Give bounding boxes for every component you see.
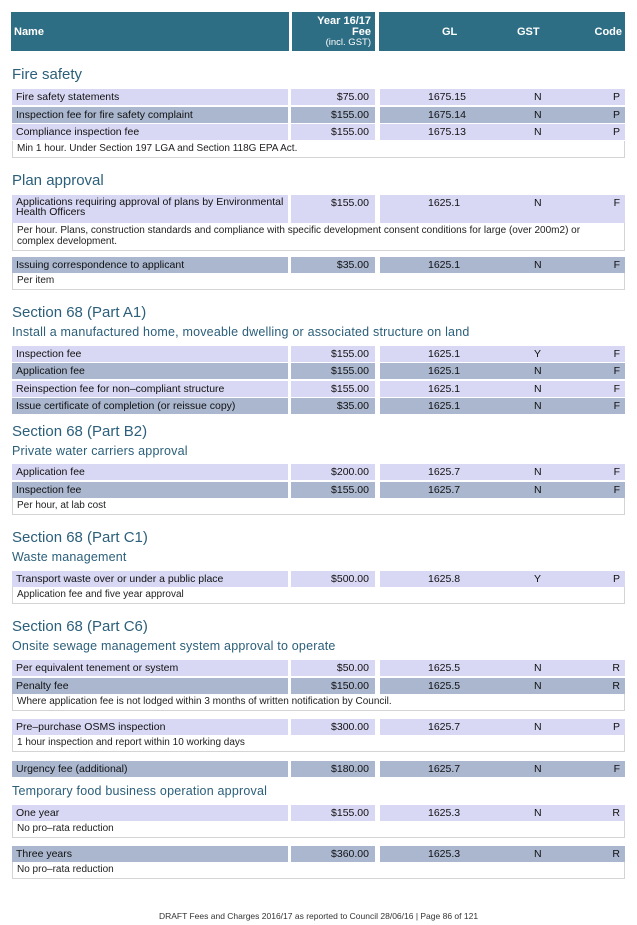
table-row <box>12 719 625 735</box>
header-fee: Fee <box>352 26 371 38</box>
row-gst: Y <box>534 573 542 585</box>
row-name: Fire safety statements <box>16 91 120 103</box>
table-row <box>12 195 625 223</box>
table-row <box>12 846 625 862</box>
row-note: 1 hour inspection and report within 10 working days <box>12 735 625 752</box>
header-gl: GL <box>442 26 458 38</box>
row-name: Inspection fee for fire safety complaint <box>16 109 193 121</box>
row-name: One year <box>16 807 60 819</box>
row-fee: $360.00 <box>331 848 369 860</box>
row-note: Per item <box>12 273 625 290</box>
row-gl: 1625.7 <box>428 721 461 733</box>
row-gl: 1625.1 <box>428 400 461 412</box>
table-row <box>12 363 625 379</box>
row-gst: N <box>534 848 542 860</box>
table-row <box>12 346 625 362</box>
row-gst: N <box>534 109 542 121</box>
section-title: Plan approval <box>12 172 104 189</box>
table-header <box>11 12 625 51</box>
row-code: F <box>613 365 620 377</box>
row-gl: 1675.13 <box>428 126 466 138</box>
row-note: No pro–rata reduction <box>12 862 625 879</box>
row-name: Application fee <box>16 466 85 478</box>
table-row <box>12 124 625 140</box>
row-name: Transport waste over or under a public place <box>16 573 224 585</box>
row-gl: 1625.7 <box>428 466 461 478</box>
section-subtitle: Private water carriers approval <box>12 444 188 458</box>
row-gl: 1625.3 <box>428 848 461 860</box>
row-gst: N <box>534 259 542 271</box>
row-code: P <box>612 721 620 733</box>
section-title: Section 68 (Part C6) <box>12 618 148 635</box>
row-gst: N <box>534 197 542 209</box>
row-code: P <box>612 126 620 138</box>
row-code: R <box>612 807 620 819</box>
row-gl: 1625.1 <box>428 365 461 377</box>
row-gl: 1625.8 <box>428 573 461 585</box>
row-name: Penalty fee <box>16 680 69 692</box>
table-row <box>12 660 625 676</box>
row-fee: $155.00 <box>331 807 369 819</box>
row-code: F <box>613 259 620 271</box>
row-name: Per equivalent tenement or system <box>16 662 179 674</box>
row-code: P <box>612 109 620 121</box>
row-gl: 1625.3 <box>428 807 461 819</box>
row-gl: 1675.14 <box>428 109 466 121</box>
row-fee: $155.00 <box>331 126 369 138</box>
table-row <box>12 678 625 694</box>
row-gst: N <box>534 466 542 478</box>
row-code: R <box>612 848 620 860</box>
row-gl: 1625.5 <box>428 680 461 692</box>
table-row <box>12 482 625 498</box>
row-code: P <box>612 573 620 585</box>
section-subtitle: Waste management <box>12 550 127 564</box>
table-row <box>12 398 625 414</box>
header-name-cell <box>11 12 289 51</box>
row-note: Where application fee is not lodged within 3 months of written notification by Council. <box>12 694 625 711</box>
row-gst: N <box>534 484 542 496</box>
row-name: Application fee <box>16 365 85 377</box>
row-name: Urgency fee (additional) <box>16 763 128 775</box>
table-row <box>12 464 625 480</box>
section-subtitle: Install a manufactured home, moveable dwelling or associated structure on land <box>12 325 470 339</box>
row-gl: 1625.1 <box>428 383 461 395</box>
header-fee-cell <box>292 12 375 51</box>
row-name: Inspection fee <box>16 348 82 360</box>
row-code: F <box>613 383 620 395</box>
row-gl: 1625.1 <box>428 197 461 209</box>
row-fee: $155.00 <box>331 197 369 209</box>
header-gst: GST <box>517 26 540 38</box>
row-code: F <box>613 400 620 412</box>
row-name: Applications requiring approval of plans by Environmental Health Officers <box>16 196 284 218</box>
row-name: Issuing correspondence to applicant <box>16 259 185 271</box>
section-title: Section 68 (Part C1) <box>12 529 148 546</box>
table-row <box>12 107 625 123</box>
header-fee-year: Year 16/17 <box>317 15 371 27</box>
header-code: Code <box>594 26 622 38</box>
table-row <box>12 761 625 777</box>
row-note: Min 1 hour. Under Section 197 LGA and Section 118G EPA Act. <box>12 141 625 158</box>
row-fee: $155.00 <box>331 484 369 496</box>
table-row <box>12 571 625 587</box>
row-fee: $75.00 <box>336 91 369 103</box>
row-fee: $155.00 <box>331 109 369 121</box>
row-name: Compliance inspection fee <box>16 126 140 138</box>
row-code: F <box>613 763 620 775</box>
section-title: Section 68 (Part B2) <box>12 423 148 440</box>
row-name: Three years <box>16 848 73 860</box>
row-gst: N <box>534 662 542 674</box>
row-fee: $155.00 <box>331 365 369 377</box>
row-gst: N <box>534 400 542 412</box>
row-note: Application fee and five year approval <box>12 587 625 604</box>
row-gl: 1675.15 <box>428 91 466 103</box>
row-gl: 1625.1 <box>428 348 461 360</box>
table-row <box>12 257 625 273</box>
row-gst: N <box>534 807 542 819</box>
row-gst: N <box>534 91 542 103</box>
section-title: Fire safety <box>12 66 83 83</box>
row-note: No pro–rata reduction <box>12 821 625 838</box>
row-fee: $150.00 <box>331 680 369 692</box>
page-footer: DRAFT Fees and Charges 2016/17 as reported to Council 28/06/16 | Page 86 of 121 <box>158 911 479 921</box>
header-gl-gst-code-cell <box>379 12 625 51</box>
row-fee: $200.00 <box>331 466 369 478</box>
row-code: F <box>613 197 620 209</box>
row-gl: 1625.7 <box>428 484 461 496</box>
row-name: Inspection fee <box>16 484 82 496</box>
row-gst: N <box>534 721 542 733</box>
row-gst: Y <box>534 348 542 360</box>
section-subtitle: Onsite sewage management system approval to operate <box>12 639 336 653</box>
table-row <box>12 89 625 105</box>
row-name: Issue certificate of completion (or reissue copy) <box>16 400 236 412</box>
row-code: F <box>613 484 620 496</box>
header-fee-gst-note: (incl. GST) <box>325 37 371 48</box>
row-fee: $300.00 <box>331 721 369 733</box>
section-subtitle: Temporary food business operation approval <box>12 784 268 798</box>
row-gst: N <box>534 365 542 377</box>
row-note: Per hour. Plans, construction standards and compliance with specific development consent conditions for large (over 200m2) or complex development. <box>12 223 625 251</box>
row-name: Reinspection fee for non–compliant structure <box>16 383 225 395</box>
row-fee: $50.00 <box>336 662 369 674</box>
row-fee: $155.00 <box>331 383 369 395</box>
row-code: R <box>612 662 620 674</box>
row-code: F <box>613 348 620 360</box>
table-row <box>12 805 625 821</box>
header-name: Name <box>14 26 44 38</box>
row-gl: 1625.7 <box>428 763 461 775</box>
row-gst: N <box>534 763 542 775</box>
row-fee: $35.00 <box>336 400 369 412</box>
row-fee: $35.00 <box>336 259 369 271</box>
section-title: Section 68 (Part A1) <box>12 304 147 321</box>
row-fee: $180.00 <box>331 763 369 775</box>
row-gst: N <box>534 680 542 692</box>
row-gl: 1625.5 <box>428 662 461 674</box>
row-code: F <box>613 466 620 478</box>
row-gst: N <box>534 126 542 138</box>
table-row <box>12 381 625 397</box>
row-gst: N <box>534 383 542 395</box>
row-code: P <box>612 91 620 103</box>
row-gl: 1625.1 <box>428 259 461 271</box>
row-fee: $155.00 <box>331 348 369 360</box>
row-name: Pre–purchase OSMS inspection <box>16 721 166 733</box>
row-code: R <box>612 680 620 692</box>
row-note: Per hour, at lab cost <box>12 498 625 515</box>
row-fee: $500.00 <box>331 573 369 585</box>
